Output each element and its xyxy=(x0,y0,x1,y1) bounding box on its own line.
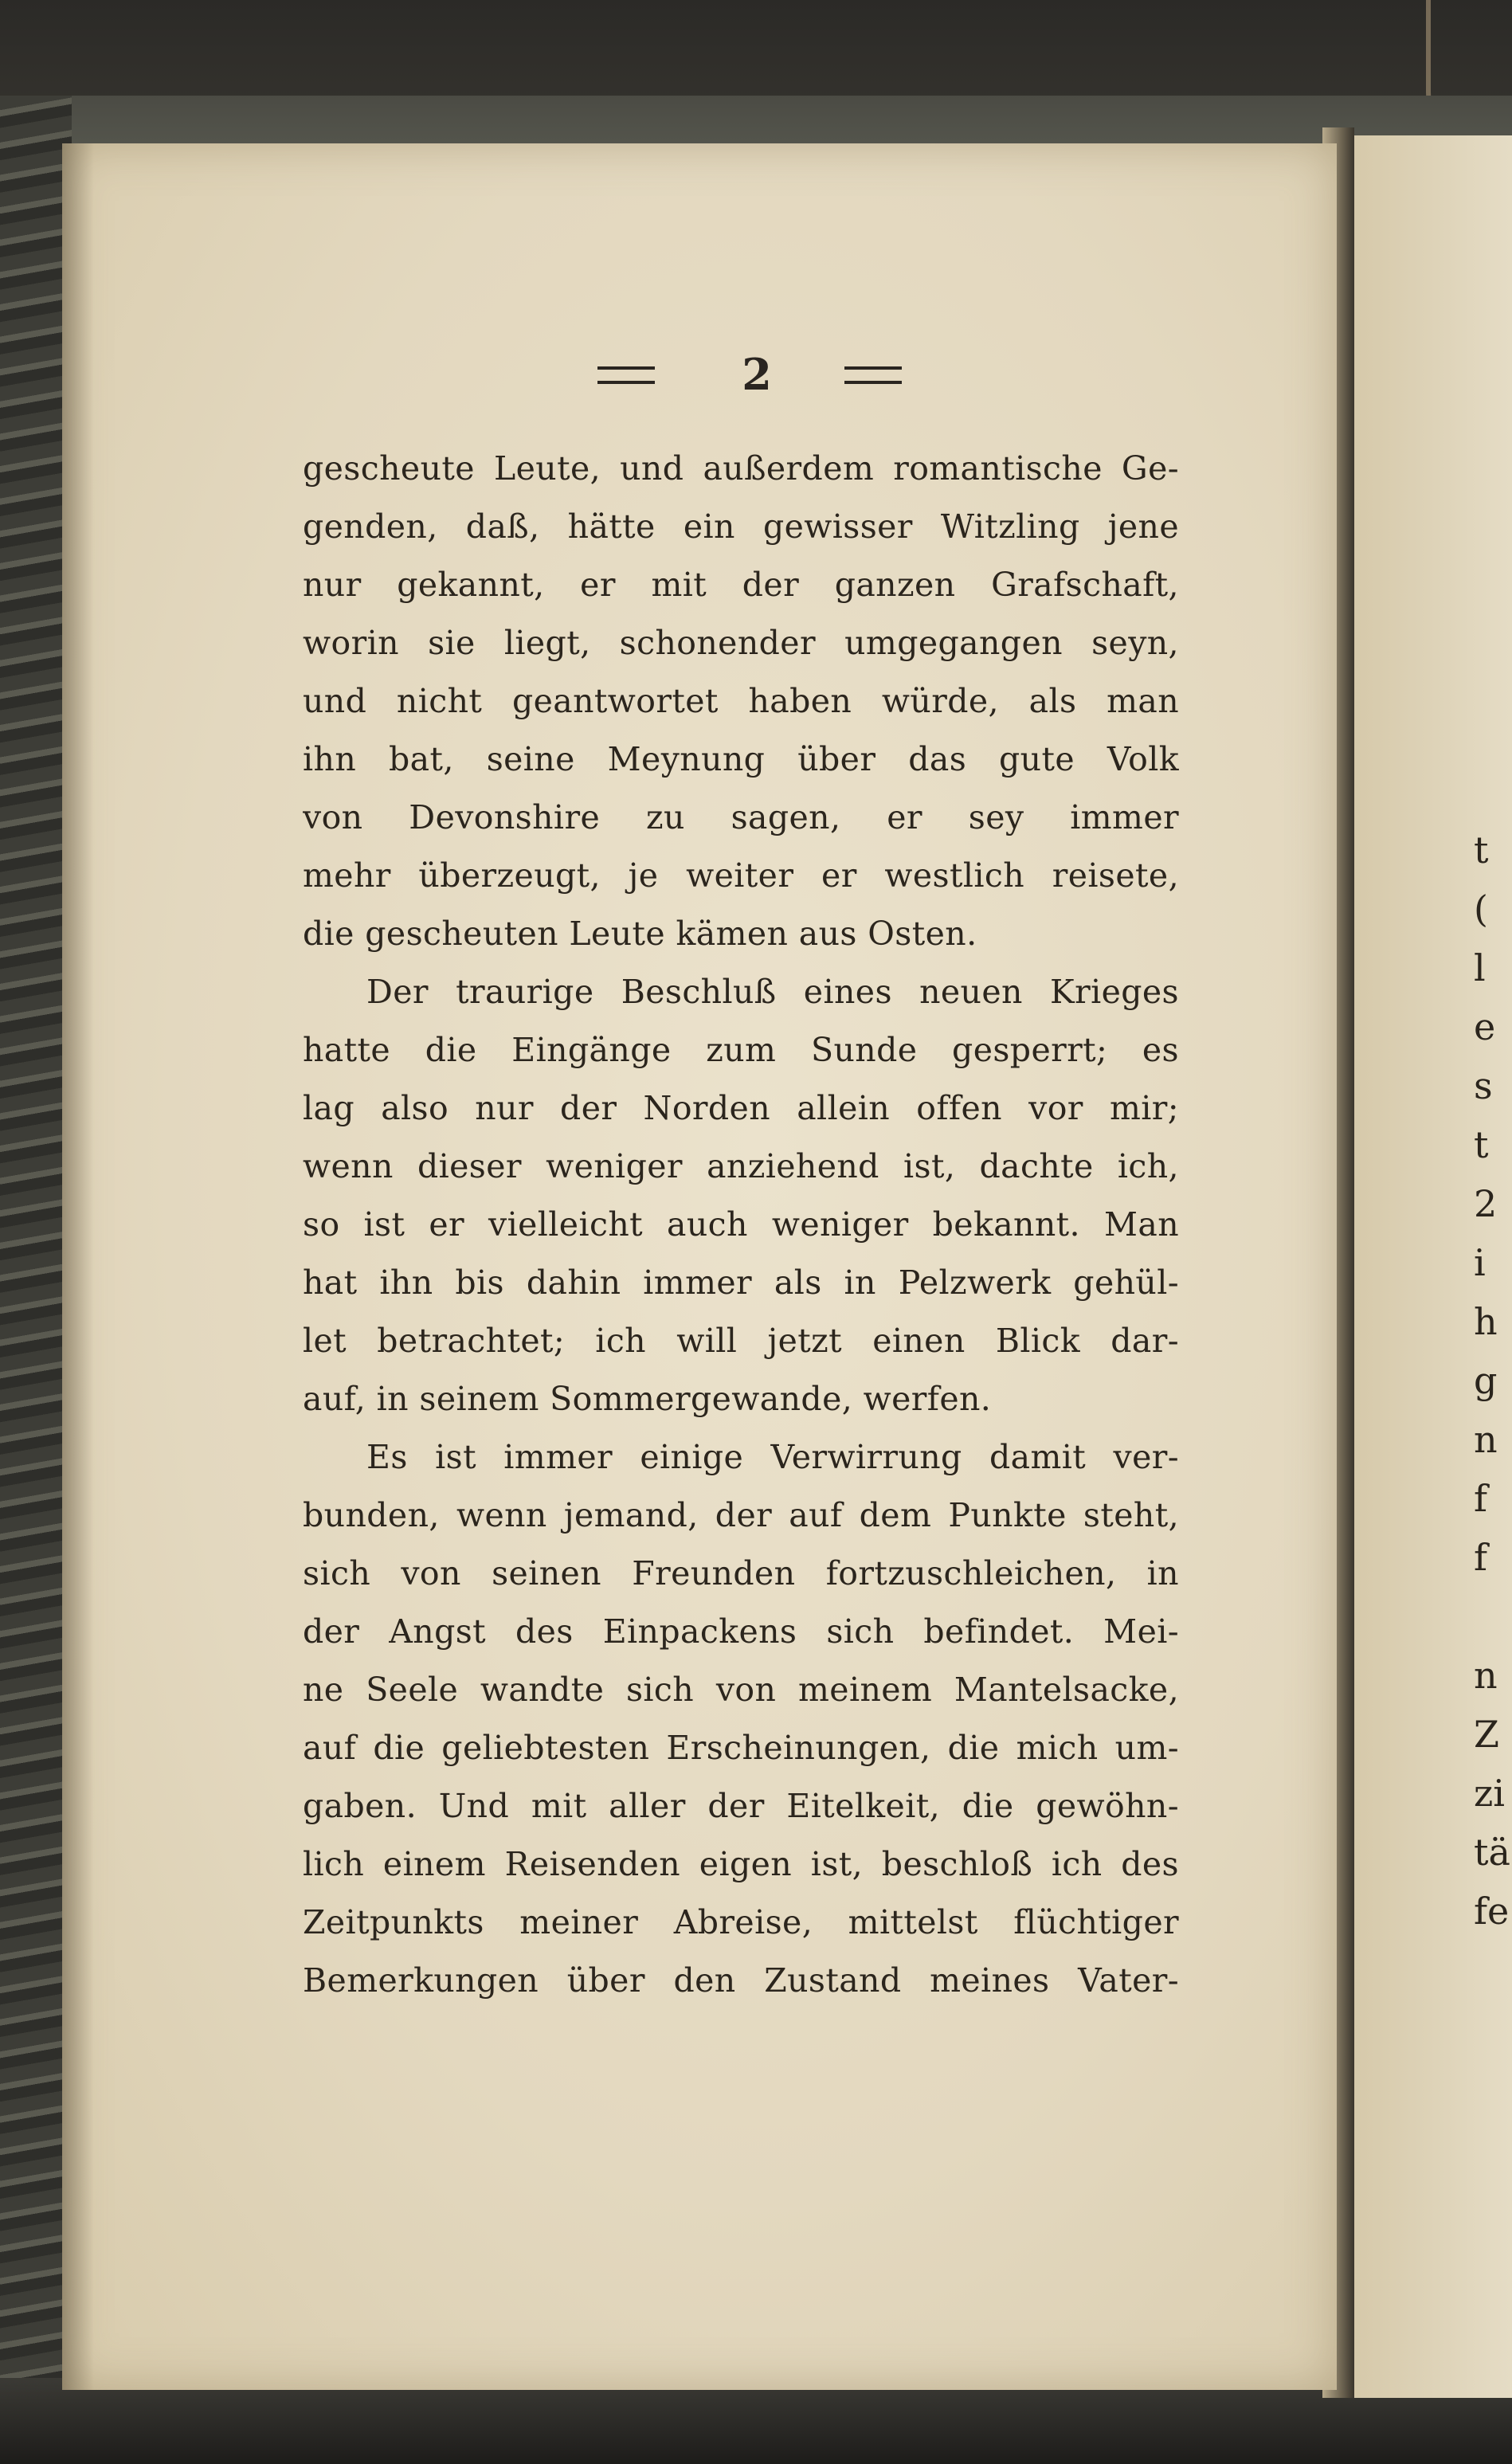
text-line: sich von seinen Freunden fortzuschleichen, in xyxy=(303,1554,1179,1592)
text-line: nur gekannt, er mit der ganzen Grafschaft, xyxy=(303,566,1179,604)
text-line: Der traurige Beschluß eines neuen Krieges xyxy=(366,973,1179,1011)
text-line: gaben. Und mit aller der Eitelkeit, die gewöhn- xyxy=(303,1787,1179,1825)
text-line: auf, in seinem Sommergewande, werfen. xyxy=(303,1380,992,1418)
book-cover-left-edge xyxy=(0,96,72,2406)
text-line: bunden, wenn jemand, der auf dem Punkte steht, xyxy=(303,1496,1179,1534)
text-line: ne Seele wandte sich von meinem Mantelsacke, xyxy=(303,1671,1179,1709)
facing-page-letter: zi xyxy=(1474,1772,1505,1815)
facing-page-edge-text xyxy=(1474,821,1512,1941)
facing-page-letter: t xyxy=(1474,829,1489,872)
text-line: let betrachtet; ich will jetzt einen Blick dar- xyxy=(303,1322,1179,1360)
facing-page-letter xyxy=(1474,1587,1512,1646)
text-line: lich einem Reisenden eigen ist, beschloß ich des xyxy=(303,1845,1179,1883)
text-line: wenn dieser weniger anziehend ist, dachte ich, xyxy=(303,1147,1179,1185)
text-line: und nicht geantwortet haben würde, als man xyxy=(303,682,1179,720)
facing-page-letter: t xyxy=(1474,1123,1489,1166)
facing-page-letter: Z xyxy=(1474,1713,1499,1756)
header-rule-right xyxy=(844,366,902,384)
facing-page-letter: n xyxy=(1474,1654,1498,1697)
facing-page-letter: 2 xyxy=(1474,1182,1498,1225)
facing-page-letter: fe xyxy=(1474,1890,1510,1933)
text-line: von Devonshire zu sagen, er sey immer xyxy=(303,798,1179,836)
facing-page-letter: e xyxy=(1474,1005,1496,1048)
text-line: Zeitpunkts meiner Abreise, mittelst flüchtiger xyxy=(303,1903,1179,1941)
facing-page-letter: tä xyxy=(1474,1831,1510,1874)
text-line: der Angst des Einpackens sich befindet. Mei- xyxy=(303,1612,1179,1651)
text-line: hatte die Eingänge zum Sunde gesperrt; es xyxy=(303,1031,1179,1069)
text-line: hat ihn bis dahin immer als in Pelzwerk gehül- xyxy=(303,1263,1179,1302)
facing-page-letter: g xyxy=(1474,1359,1498,1402)
backdrop xyxy=(0,0,1512,112)
facing-page-letter: i xyxy=(1474,1241,1486,1284)
text-line: worin sie liegt, schonender umgegangen seyn, xyxy=(303,624,1179,662)
facing-page-letter: ( xyxy=(1474,887,1488,930)
body-text xyxy=(303,440,1179,2010)
text-line: so ist er vielleicht auch weniger bekannt. Man xyxy=(303,1205,1179,1244)
text-line: gescheute Leute, und außerdem romantische Ge- xyxy=(303,449,1179,488)
facing-page-letter: s xyxy=(1474,1064,1493,1107)
facing-page-letter: n xyxy=(1474,1418,1498,1461)
text-line: lag also nur der Norden allein offen vor mir; xyxy=(303,1089,1179,1127)
text-line: auf die geliebtesten Erscheinungen, die mich um- xyxy=(303,1729,1179,1767)
text-line: mehr überzeugt, je weiter er westlich reisete, xyxy=(303,856,1179,895)
page-number: 2 xyxy=(742,349,772,400)
header-rule-left xyxy=(597,366,655,384)
text-line: Bemerkungen über den Zustand meines Vater- xyxy=(303,1961,1179,2000)
text-line: ihn bat, seine Meynung über das gute Volk xyxy=(303,740,1179,778)
page-header xyxy=(590,351,924,398)
text-line: die gescheuten Leute kämen aus Osten. xyxy=(303,915,977,953)
facing-page-letter: f xyxy=(1474,1477,1488,1520)
text-line: Es ist immer einige Verwirrung damit ver- xyxy=(366,1438,1179,1476)
facing-page-letter: l xyxy=(1474,946,1486,989)
book-cover-bottom-edge xyxy=(0,2378,1512,2464)
text-line: genden, daß, hätte ein gewisser Witzling jene xyxy=(303,507,1179,546)
facing-page-letter: h xyxy=(1474,1300,1498,1343)
facing-page-letter: f xyxy=(1474,1536,1488,1579)
page-edge-shadow xyxy=(62,143,94,2390)
